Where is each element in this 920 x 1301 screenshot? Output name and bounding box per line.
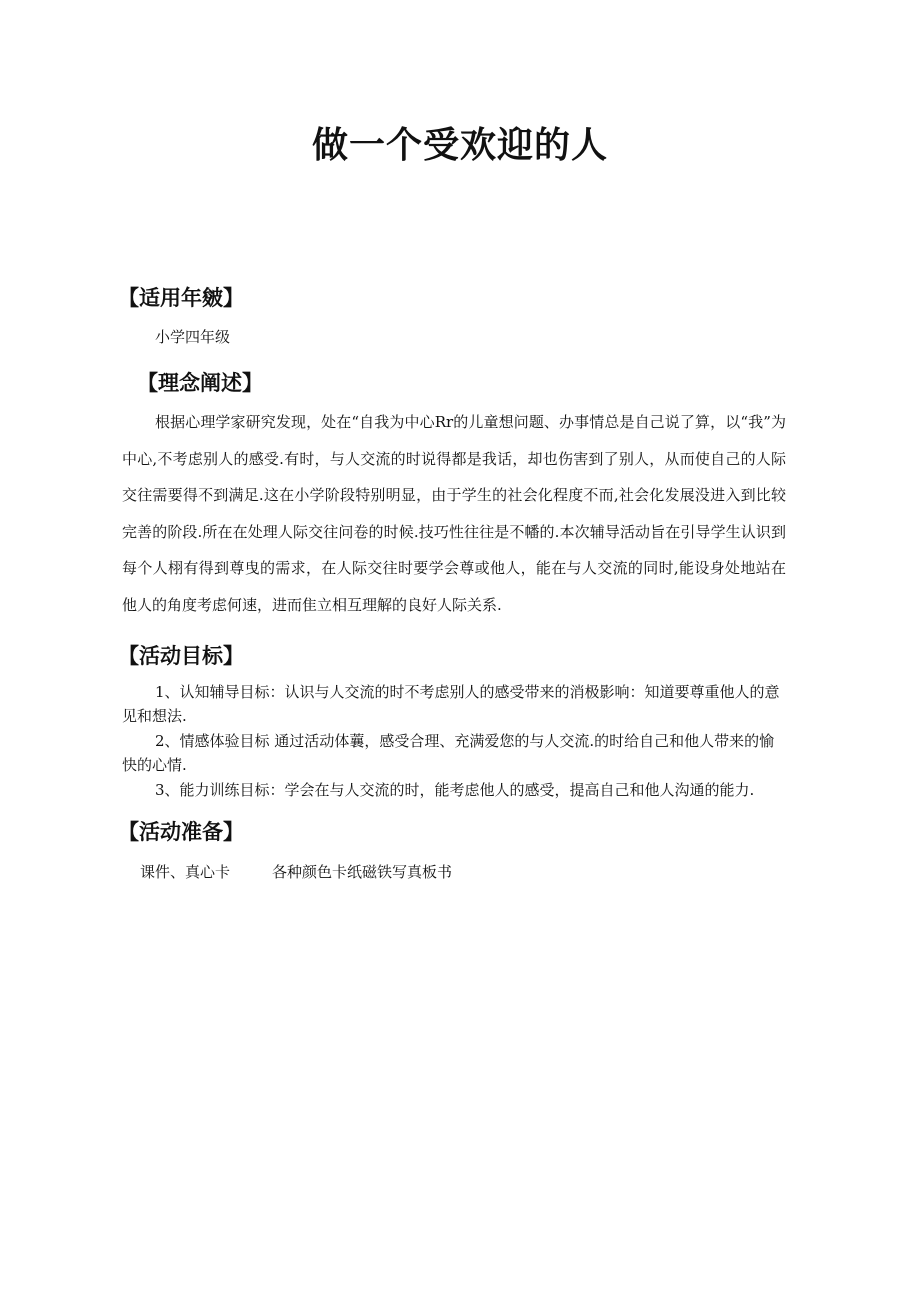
document-title: 做一个受欢迎的人 [311,125,608,166]
rationale-paragraph: 根据心理学家研究发现，处在“自我为中心Rr的儿童想问题、办事情总是自己说了算，以“我”为中心,不考虑别人的感受.有时，与人交流的时说得都是我话，却也伤害到了别人，从而使自己的人际交往需要得不到满足.这在小学阶段特别明显，由于学生的社会化程度不而,社会化发展没进入到比较完善的阶段.所在在处理人际交往问卷的时候.技巧性往往是不幡的.本次辅导活动旨在引导学生认识到每个人栩有得到尊曳的需求，在人际交往时要学会尊或他人，能在与人交流的同时,能设身处地站在他人的角度考虑何速，进而隹立相互理解的良好人际关系. [122,413,786,614]
heading-grade: 【适用年皴】 [118,286,244,310]
heading-rationale: 【理念阐述】 [137,371,263,395]
heading-goals: 【活动目标】 [118,644,244,668]
grade-content: 小学四年级 [155,328,231,346]
prep-item-courseware: 课件、真心卡 [140,863,231,881]
goal-item: 1、认知辅导目标：认识与人交流的时不考虑别人的感受带来的消极影响：知道要尊重他人的意见和想法. [122,683,780,725]
goal-item: 2、情感体验目标 通过活动体蘘，感受合理、充满爱您的与人交流.的时给自己和他人带来的愉快的心情. [122,732,775,774]
heading-preparation: 【活动准备】 [118,820,244,844]
goal-item: 3、能力训练目标：学会在与人交流的时，能考虑他人的感受，提高自己和他人沟通的能力. [155,781,755,799]
prep-item-materials: 各种颜色卡纸磁铁写真板书 [272,863,453,881]
